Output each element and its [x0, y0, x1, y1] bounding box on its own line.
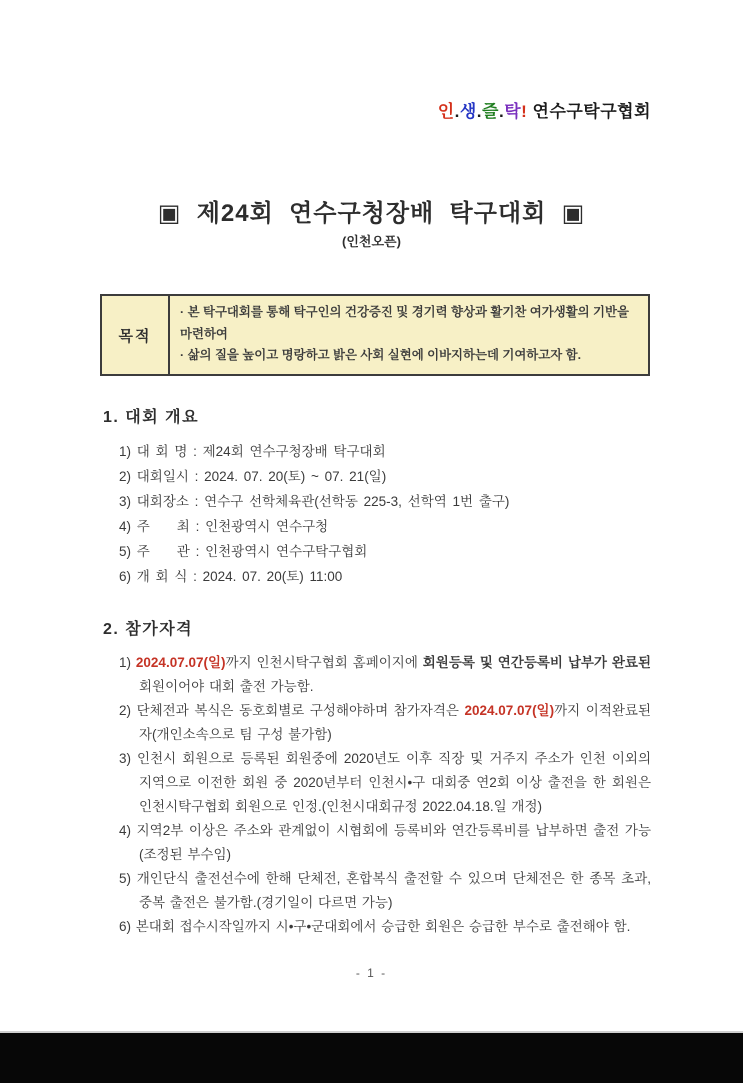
- text-segment: 6) 본대회 접수시작일까지 시•구•군대회에서 승급한 회원은 승급한 부수로 출전해야 함.: [119, 919, 631, 934]
- list-item: 3) 대회장소 : 연수구 선학체육관(선학동 225-3, 선학역 1번 출구): [119, 494, 510, 509]
- text-segment: 2) 단체전과 복식은 동호회별로 구성해야하며 참가자격은: [119, 703, 465, 718]
- text-segment: 4) 지역2부 이상은 주소와 관계없이 시협회에 등록비와 연간등록비를 납부하면 출전 가능(조정된 부수임): [119, 823, 651, 862]
- text-segment: 5) 개인단식 출전선수에 한해 단체전, 혼합복식 출전할 수 있으며 단체전은 한 종목 초과, 중복 출전은 불가함.(경기일이 다르면 가능): [119, 871, 651, 910]
- list-item: 5) 주 관 : 인천광역시 연수구탁구협회: [119, 544, 368, 559]
- purpose-line: · 본 탁구대회를 통해 탁구인의 건강증진 및 경기력 향상과 활기찬 여가생활의 기반을 마련하여: [180, 305, 629, 341]
- list-item: 6) 개 회 식 : 2024. 07. 20(토) 11:00: [119, 569, 343, 584]
- bottom-black-bar: [0, 1031, 743, 1083]
- deadline-date-highlight: 2024.07.07(일): [135, 655, 226, 670]
- purpose-box: [100, 294, 650, 376]
- list-item: [119, 867, 651, 915]
- logo-segment: .: [476, 102, 483, 121]
- logo-segment: 연수구탁구협회: [527, 102, 651, 121]
- list-item: [119, 699, 651, 747]
- list-item: 2) 대회일시 : 2024. 07. 20(토) ~ 07. 21(일): [119, 469, 387, 484]
- page-number: - 1 -: [355, 966, 388, 980]
- purpose-line: · 삶의 질을 높이고 명랑하고 밝은 사회 실현에 이바지하는데 기여하고자 함.: [180, 348, 582, 363]
- list-item: [119, 915, 651, 939]
- logo-segment: .: [498, 102, 505, 121]
- logo-segment: 즐: [482, 102, 499, 121]
- emphasized-text: 회원등록 및 연간등록비 납부가 완료된: [422, 655, 651, 670]
- document-header: [0, 193, 743, 250]
- section-overview: [103, 404, 651, 589]
- text-segment: 1): [119, 655, 136, 670]
- text-segment: 3) 인천시 회원으로 등록된 회원중에 2020년도 이후 직장 및 거주지 주소가 인천 이외의 지역으로 이전한 회원 중 2020년부터 인천시•구 대회중 연2회 이상 출전을 한 회원은 인천시탁구협회 회원으로 인정.(인천시대회규정 2022.04.18.일 개정): [119, 751, 651, 814]
- text-segment: 까지 인천시탁구협회 홈페이지에: [225, 655, 423, 670]
- logo-segment: 인: [437, 102, 455, 121]
- logo-segment: 탁: [504, 102, 522, 121]
- section-eligibility-heading: 2. 참가자격: [103, 621, 194, 638]
- purpose-text: [170, 296, 648, 374]
- logo-segment: !: [521, 102, 528, 121]
- text-segment: 까지 이적완료된 자(개인소속으로 팀 구성 불가함): [139, 703, 651, 742]
- list-item: [119, 651, 651, 699]
- association-logo-text: [427, 77, 651, 122]
- logo-segment: .: [454, 102, 460, 121]
- list-item: [119, 819, 651, 867]
- page-title: ▣ 제24회 연수구청장배 탁구대회 ▣: [157, 200, 586, 227]
- list-item: 4) 주 최 : 인천광역시 연수구청: [119, 519, 329, 534]
- logo-segment: 생: [459, 102, 477, 121]
- text-segment: 회원이어야 대회 출전 가능함.: [139, 679, 314, 694]
- list-item: [119, 747, 651, 819]
- section-eligibility: [103, 616, 651, 939]
- purpose-label: 목적: [102, 296, 170, 374]
- page-subtitle: (인천오픈): [342, 234, 401, 249]
- list-item: 1) 대 회 명 : 제24회 연수구청장배 탁구대회: [119, 444, 386, 459]
- section-overview-heading: 1. 대회 개요: [103, 409, 200, 426]
- deadline-date-highlight: 2024.07.07(일): [464, 703, 555, 718]
